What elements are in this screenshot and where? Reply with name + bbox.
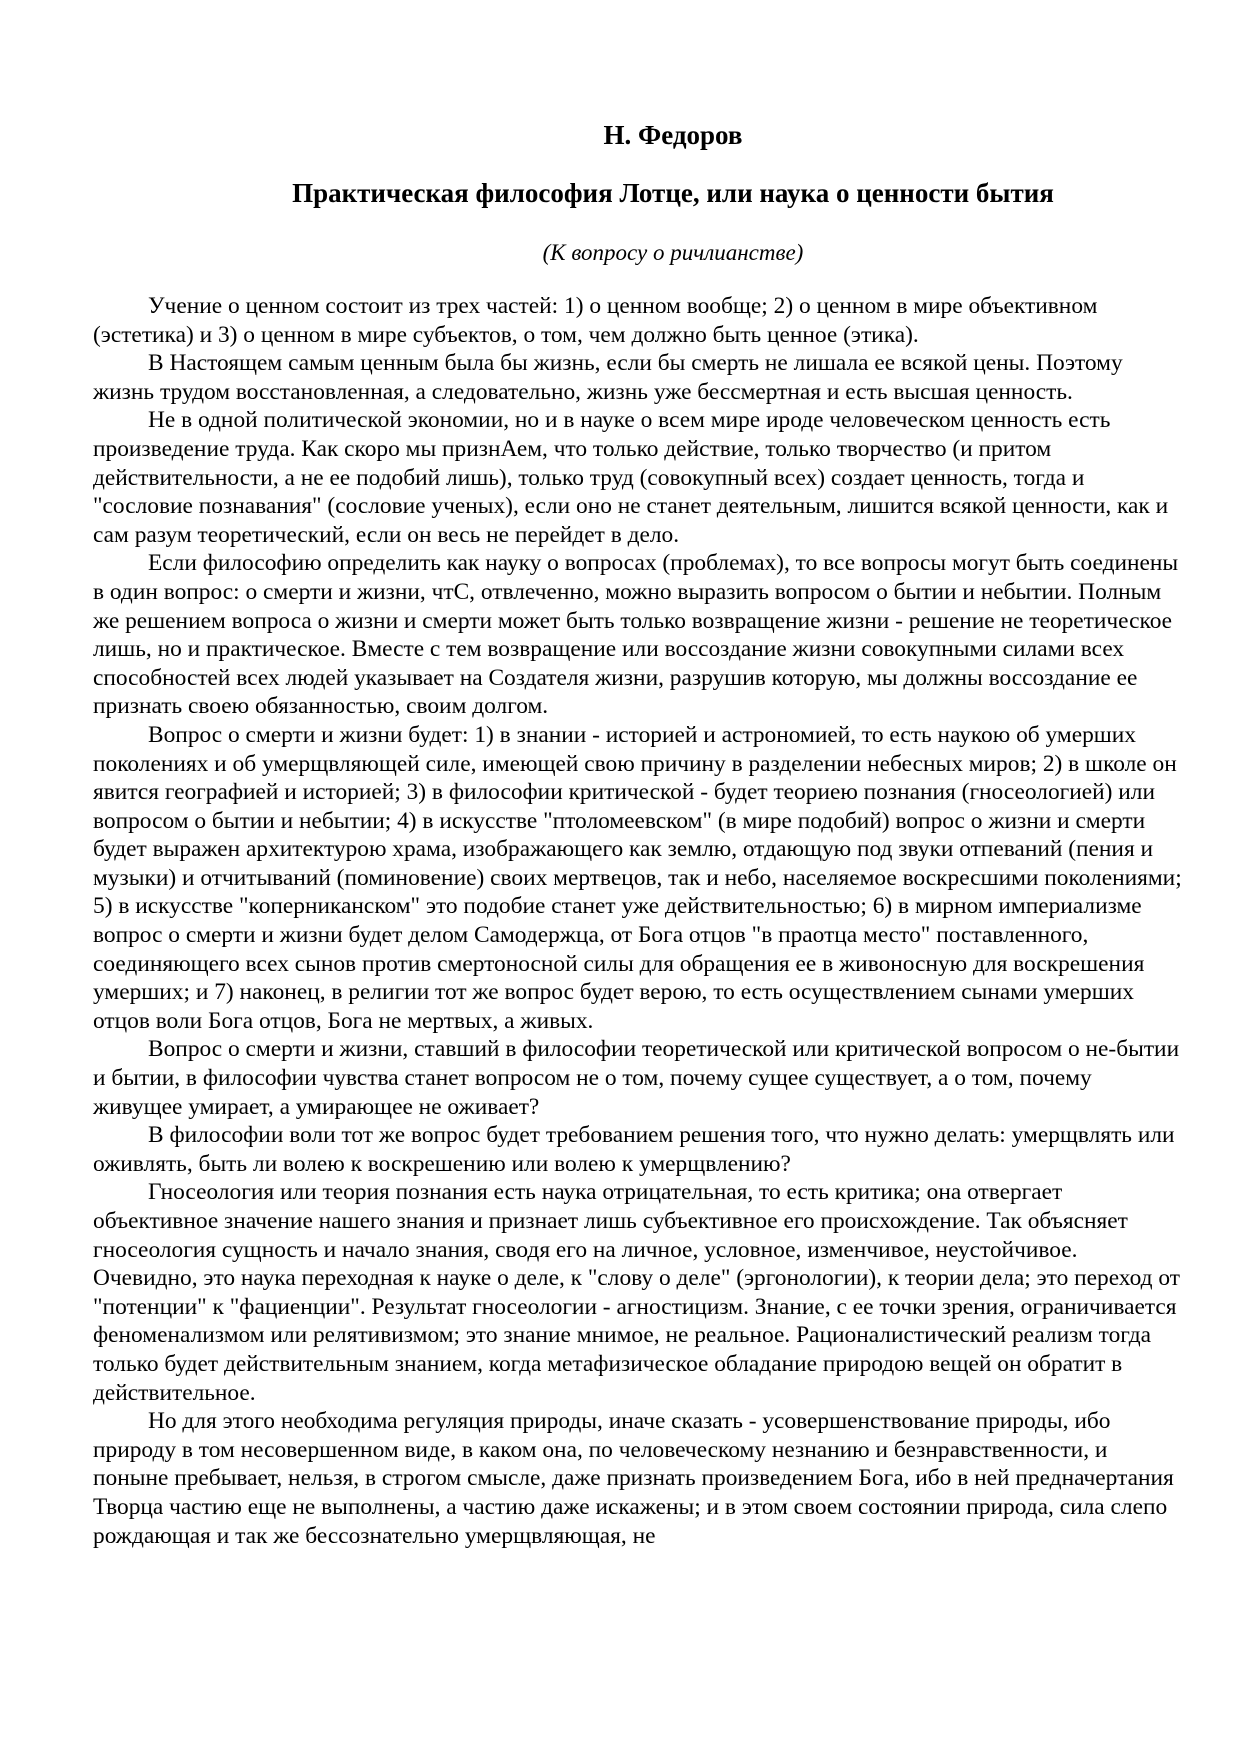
paragraph-2: В Настоящем самым ценным была бы жизнь, если бы смерть не лишала ее всякой цены. Поэтому жизнь трудом восстановленная, а следовательно, жизнь уже бессмертная и есть высшая ценность. xyxy=(93,350,1123,405)
paragraph-8: Гносеология или теория познания есть наука отрицательная, то есть критика; она отвергает объективное значение нашего знания и признает лишь субъективное его происхождение. Так объясняет гносеология сущность и начало знания, сводя его на личное, условное, изменчивое, неустойчивое. Очевидно, это наука переходная к науке о деле, к "слову о деле" (эргонологии), к теории дела; это переход от "потенции" к "фациенции". Результат гносеологии - агностицизм. Знание, с ее точки зрения, ограничивается феноменализмом или релятивизмом; это знание мнимое, не реальное. Рационалистический реализм тогда только будет действительным знанием, когда метафизическое обладание природою вещей он обратит в действительное. xyxy=(93,1179,1180,1406)
document-title: Практическая философия Лотце, или наука о ценности бытия xyxy=(292,178,1054,208)
paragraph-3: Не в одной политической экономии, но и в науке о всем мире ироде человеческом ценность есть произведение труда. Как скоро мы признАем, что только действие, только творчество (и притом действительности, а не ее подобий лишь), только труд (совокупный всех) создает ценность, тогда и "сословие познавания" (сословие ученых), если оно не станет деятельным, лишится всякой ценности, как и сам разум теоретический, если он весь не перейдет в дело. xyxy=(93,407,1169,548)
paragraph-5: Вопрос о смерти и жизни будет: 1) в знании - историей и астрономией, то есть наукою об умерших поколениях и об умерщвляющей силе, имеющей свою причину в разделении небесных миров; 2) в школе он явится географией и историей; 3) в философии критической - будет теориею познания (гносеологией) или вопросом о бытии и небытии; 4) в искусстве "птоломеевском" (в мире подобий) вопрос о жизни и смерти будет выражен архитектурою храма, изображающего как землю, отдающую под звуки отпеваний (пения и музыки) и отчитываний (поминовение) своих мертвецов, так и небо, населяемое воскресшими поколениями; 5) в искусстве "коперниканском" это подобие станет уже действительностью; 6) в мирном империализме вопрос о смерти и жизни будет делом Самодержца, от Бога отцов "в праотца место" поставленного, соединяющего всех сынов против смертоносной силы для обращения ее в живоносную для воскрешения умерших; и 7) наконец, в религии тот же вопрос будет верою, то есть осуществлением сынами умерших отцов воли Бога отцов, Бога не мертвых, а живых. xyxy=(93,721,1182,1034)
body-text xyxy=(93,292,1183,1550)
paragraph-4: Если философию определить как науку о вопросах (проблемах), то все вопросы могут быть соединены в один вопрос: о смерти и жизни, чтС, отвлеченно, можно выразить вопросом о бытии и небытии. Полным же решением вопроса о жизни и смерти может быть только возвращение жизни - решение не теоретическое лишь, но и практическое. Вместе с тем возвращение или воссоздание жизни совокупными силами всех способностей всех людей указывает на Создателя жизни, разрушив которую, мы должны воссоздание ее признать своею обязанностью, своим долгом. xyxy=(93,550,1179,720)
author-name: Н. Федоров xyxy=(603,120,743,150)
document-page xyxy=(93,118,1183,1550)
paragraph-6: Вопрос о смерти и жизни, ставший в философии теоретической или критической вопросом о не-бытии и бытии, в философии чувства станет вопросом не о том, почему сущее существует, а о том, почему живущее умирает, а умирающее не оживает? xyxy=(93,1036,1180,1120)
document-subtitle: (К вопросу о ричлианстве) xyxy=(542,240,804,265)
paragraph-9: Но для этого необходима регуляция природы, иначе сказать - усовершенствование природы, ибо природу в том несовершенном виде, в каком она, по человеческому незнанию и безнравственности, и поныне пребывает, нельзя, в строгом смысле, даже признать произведением Бога, ибо в ней предначертания Творца частию еще не выполнены, а частию даже искажены; и в этом своем состоянии природа, сила слепо рождающая и так же бессознательно умерщвляющая, не xyxy=(93,1408,1174,1549)
paragraph-7: В философии воли тот же вопрос будет требованием решения того, что нужно делать: умерщвлять или оживлять, быть ли волею к воскрешению или волею к умерщвлению? xyxy=(93,1122,1175,1177)
paragraph-1: Учение о ценном состоит из трех частей: 1) о ценном вообще; 2) о ценном в мире объективном (эстетика) и 3) о ценном в мире субъектов, о том, чем должно быть ценное (этика). xyxy=(93,293,1098,348)
